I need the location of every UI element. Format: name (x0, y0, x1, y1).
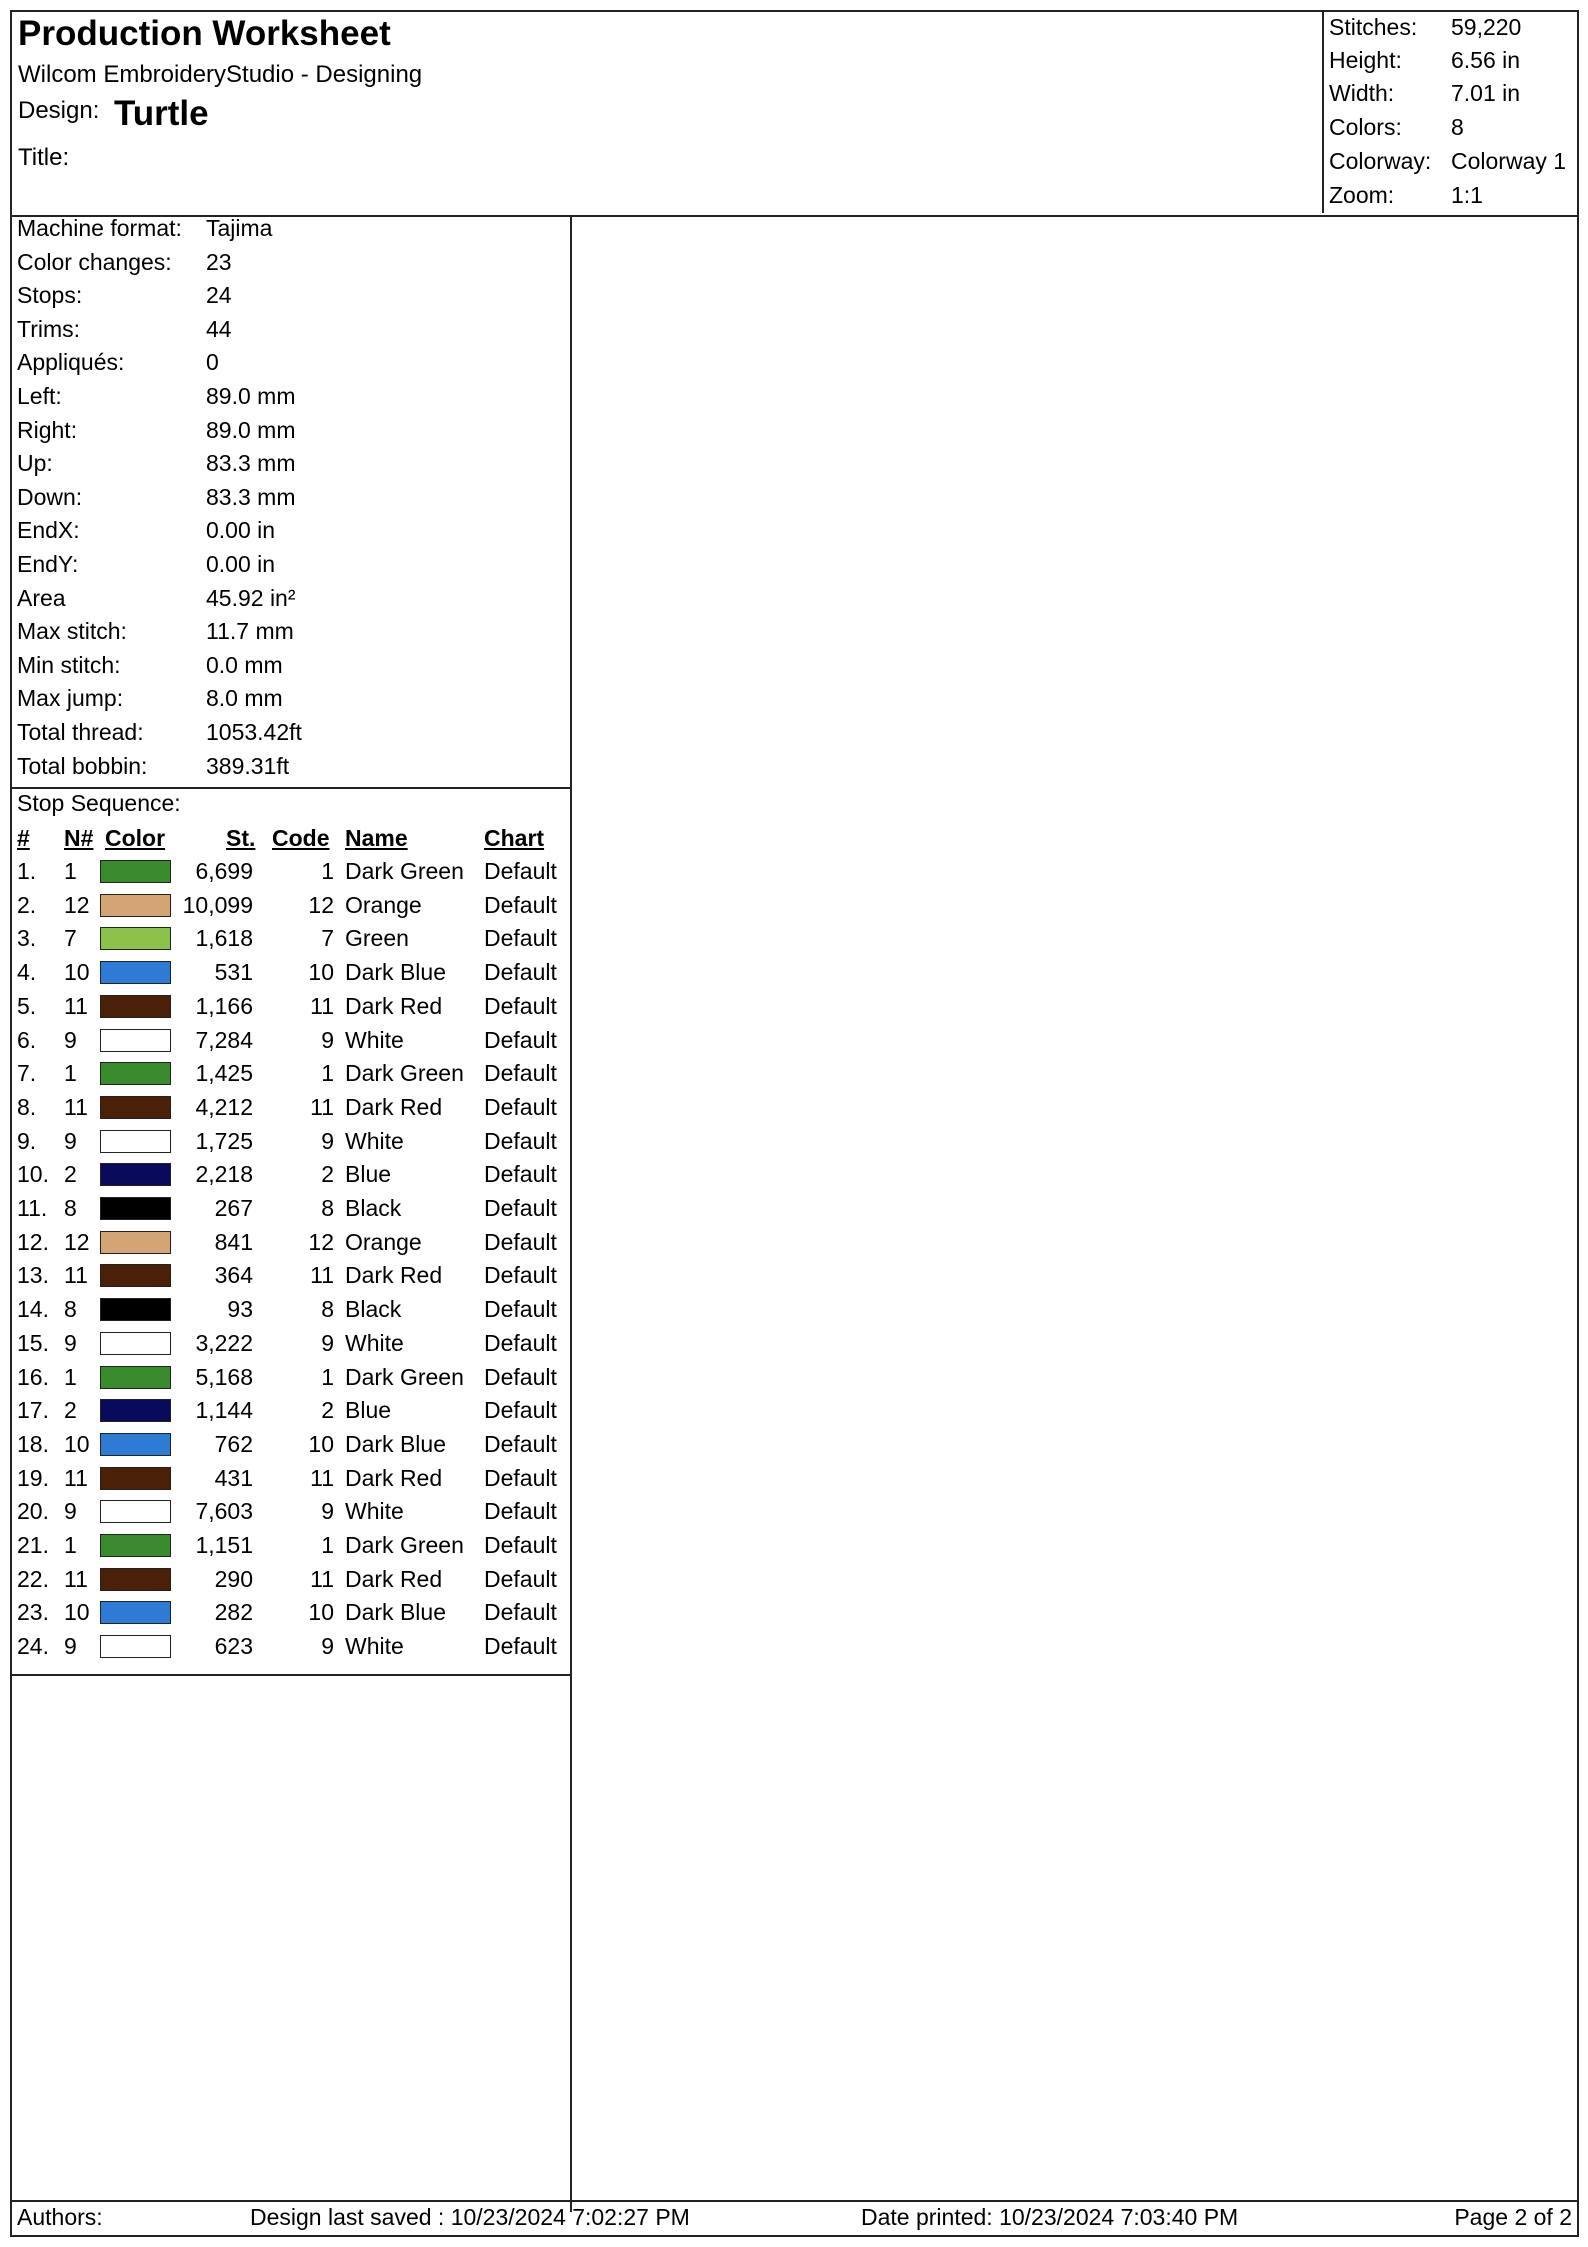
needle-number: 2 (64, 1161, 77, 1188)
info-value: 83.3 mm (206, 483, 296, 510)
column-header-stitches: St. (226, 825, 256, 851)
thread-code: 9 (321, 1127, 334, 1154)
thread-chart: Default (484, 959, 557, 986)
info-row (12, 450, 570, 484)
thread-code: 10 (308, 959, 334, 986)
info-label: EndY: (17, 551, 79, 577)
stat-label: Zoom: (1329, 182, 1395, 208)
stitch-count: 3,222 (195, 1329, 253, 1356)
stitch-count: 364 (214, 1262, 253, 1289)
stat-stitches (1324, 12, 1581, 46)
thread-name: White (345, 1026, 404, 1053)
color-swatch (100, 1568, 171, 1591)
info-row (12, 685, 570, 719)
design-name: Turtle (114, 94, 209, 133)
info-value: 11.7 mm (206, 618, 294, 645)
needle-number: 12 (64, 891, 90, 918)
thread-chart: Default (484, 1498, 557, 1525)
stat-label: Width: (1329, 80, 1395, 106)
stitch-count: 6,699 (195, 858, 253, 884)
thread-chart: Default (484, 1599, 557, 1626)
thread-name: Black (345, 1296, 402, 1323)
thread-name: Dark Green (345, 1363, 464, 1390)
thread-chart: Default (484, 1161, 557, 1188)
thread-chart: Default (484, 1397, 557, 1424)
info-row (12, 551, 570, 585)
thread-name: Dark Blue (345, 1599, 446, 1626)
thread-code: 1 (321, 1363, 334, 1390)
info-label: Machine format: (17, 215, 182, 241)
color-swatch (100, 1163, 171, 1186)
needle-number: 9 (64, 1633, 77, 1660)
color-swatch (100, 1197, 171, 1220)
worksheet-header (12, 12, 1577, 217)
stitch-count: 1,725 (195, 1127, 253, 1154)
color-swatch (100, 1635, 171, 1658)
row-index: 16. (17, 1363, 49, 1390)
thread-name: White (345, 1127, 404, 1154)
thread-code: 1 (321, 1532, 334, 1558)
color-swatch (100, 894, 171, 917)
table-row (12, 1465, 570, 1499)
needle-number: 7 (64, 925, 77, 952)
color-swatch (100, 927, 171, 950)
info-value: 24 (206, 282, 232, 309)
footer-last-saved: Design last saved : 10/23/2024 7:02:27 PM (250, 2204, 690, 2230)
color-swatch (100, 1062, 171, 1085)
stat-label: Colors: (1329, 114, 1402, 140)
stitch-count: 282 (214, 1599, 253, 1626)
table-row (12, 1330, 570, 1364)
page-title: Production Worksheet (18, 14, 391, 53)
stitch-count: 2,218 (195, 1161, 253, 1188)
thread-name: White (345, 1498, 404, 1525)
color-swatch (100, 1399, 171, 1422)
thread-code: 10 (308, 1430, 334, 1457)
thread-name: Dark Green (345, 1060, 464, 1087)
stitch-count: 7,284 (195, 1026, 253, 1053)
table-row (12, 1364, 570, 1398)
thread-name: Blue (345, 1397, 392, 1424)
row-index: 14. (17, 1296, 49, 1323)
thread-name: Dark Red (345, 992, 443, 1019)
info-value: 45.92 in² (206, 584, 296, 611)
thread-name: Dark Blue (345, 1430, 446, 1457)
info-label: Total thread: (17, 719, 144, 745)
info-label: Up: (17, 450, 53, 477)
needle-number: 12 (64, 1228, 90, 1255)
thread-name: Orange (345, 1228, 422, 1255)
thread-code: 1 (321, 1060, 334, 1087)
info-row (12, 484, 570, 518)
column-header-chart: Chart (484, 825, 545, 851)
needle-number: 1 (64, 1060, 77, 1087)
color-swatch (100, 1332, 171, 1355)
stitch-count: 762 (214, 1430, 253, 1457)
stitch-count: 7,603 (195, 1498, 253, 1525)
color-swatch (100, 995, 171, 1018)
row-index: 17. (17, 1397, 49, 1424)
color-swatch (100, 860, 171, 883)
info-row (12, 585, 570, 619)
thread-code: 2 (321, 1397, 334, 1424)
info-label: Color changes: (17, 248, 172, 275)
stitch-count: 1,151 (195, 1532, 253, 1558)
column-header-color: Color (105, 825, 166, 851)
table-row (12, 1599, 570, 1633)
worksheet-footer (12, 2200, 1577, 2235)
info-row (12, 652, 570, 686)
thread-chart: Default (484, 1363, 557, 1390)
color-swatch (100, 1130, 171, 1153)
empty-left-column (12, 1676, 572, 2212)
table-row (12, 1128, 570, 1162)
stat-width (1324, 78, 1581, 112)
info-label: Total bobbin: (17, 752, 148, 779)
thread-chart: Default (484, 1430, 557, 1457)
table-row (12, 892, 570, 926)
table-row (12, 1027, 570, 1061)
thread-chart: Default (484, 992, 557, 1019)
thread-name: Dark Blue (345, 959, 446, 986)
info-value: 44 (206, 315, 232, 342)
info-value: 89.0 mm (206, 416, 296, 443)
stat-label: Stitches: (1329, 14, 1418, 40)
thread-name: Dark Green (345, 858, 464, 884)
needle-number: 1 (64, 1532, 77, 1558)
info-value: 8.0 mm (206, 685, 283, 712)
thread-name: Dark Green (345, 1532, 464, 1558)
needle-number: 11 (64, 1093, 88, 1120)
stat-colorway (1324, 146, 1581, 180)
info-row (12, 417, 570, 451)
table-row (12, 858, 570, 892)
thread-code: 9 (321, 1026, 334, 1053)
thread-chart: Default (484, 1464, 557, 1491)
stitch-count: 1,618 (195, 925, 253, 952)
thread-code: 12 (308, 891, 334, 918)
thread-code: 1 (321, 858, 334, 884)
stat-label: Colorway: (1329, 148, 1432, 174)
info-row (12, 282, 570, 316)
thread-code: 11 (310, 1464, 334, 1491)
row-index: 15. (17, 1329, 49, 1356)
footer-authors: Authors: (17, 2204, 103, 2230)
stitch-count: 1,144 (195, 1397, 253, 1424)
row-index: 22. (17, 1565, 49, 1592)
row-index: 10. (17, 1161, 49, 1188)
color-swatch (100, 1231, 171, 1254)
table-row (12, 1397, 570, 1431)
table-row (12, 1296, 570, 1330)
needle-number: 9 (64, 1498, 77, 1525)
row-index: 12. (17, 1228, 49, 1255)
row-index: 8. (17, 1093, 37, 1120)
design-stats (1322, 12, 1581, 213)
info-value: 389.31ft (206, 752, 290, 779)
needle-number: 11 (64, 1565, 88, 1592)
info-value: 83.3 mm (206, 450, 296, 477)
color-swatch (100, 1366, 171, 1389)
stop-sequence-title: Stop Sequence: (17, 790, 181, 816)
row-index: 1. (17, 858, 37, 884)
thread-code: 11 (310, 1093, 334, 1120)
needle-number: 11 (64, 1262, 88, 1289)
stop-sequence-table (12, 789, 572, 1676)
stitch-count: 290 (214, 1565, 253, 1592)
info-label: Appliqués: (17, 349, 125, 376)
color-swatch (100, 1096, 171, 1119)
info-label: Down: (17, 483, 83, 510)
needle-number: 10 (64, 959, 90, 986)
info-label: Left: (17, 383, 62, 409)
row-index: 6. (17, 1026, 37, 1053)
row-index: 20. (17, 1498, 49, 1525)
table-row (12, 1195, 570, 1229)
info-value: Tajima (206, 215, 273, 241)
stitch-count: 4,212 (195, 1093, 253, 1120)
table-row (12, 1161, 570, 1195)
thread-chart: Default (484, 1093, 557, 1120)
row-index: 23. (17, 1599, 49, 1626)
row-index: 24. (17, 1633, 49, 1660)
title-label: Title: (18, 144, 70, 171)
info-value: 0 (206, 349, 219, 376)
stat-value: 8 (1451, 114, 1464, 140)
info-label: Trims: (17, 315, 81, 342)
row-index: 5. (17, 992, 37, 1019)
color-swatch (100, 1534, 171, 1557)
production-worksheet (10, 10, 1579, 2237)
info-value: 23 (206, 248, 232, 275)
stat-value: 6.56 in (1451, 47, 1521, 73)
stitch-count: 841 (214, 1228, 253, 1255)
table-row (12, 1566, 570, 1600)
info-label: Max stitch: (17, 618, 127, 645)
info-row (12, 517, 570, 551)
needle-number: 11 (64, 1464, 88, 1491)
stat-height (1324, 45, 1581, 79)
row-index: 19. (17, 1464, 49, 1491)
color-swatch (100, 1601, 171, 1624)
stitch-count: 1,166 (195, 992, 253, 1019)
column-header-code: Code (272, 825, 330, 851)
table-row (12, 1229, 570, 1263)
thread-chart: Default (484, 925, 557, 952)
stitch-count: 93 (227, 1296, 253, 1323)
design-label: Design: (18, 97, 100, 124)
info-value: 0.0 mm (206, 651, 283, 678)
row-index: 2. (17, 891, 37, 918)
thread-code: 9 (321, 1498, 334, 1525)
stitch-count: 267 (214, 1195, 253, 1221)
thread-chart: Default (484, 1127, 557, 1154)
color-swatch (100, 1433, 171, 1456)
design-preview-area (572, 215, 1579, 2212)
thread-code: 12 (308, 1228, 334, 1255)
stitch-count: 431 (214, 1464, 253, 1491)
column-header-index: # (17, 825, 30, 851)
thread-chart: Default (484, 1195, 557, 1221)
thread-code: 10 (308, 1599, 334, 1626)
thread-chart: Default (484, 1026, 557, 1053)
thread-chart: Default (484, 1228, 557, 1255)
color-swatch (100, 1029, 171, 1052)
info-row (12, 349, 570, 383)
thread-chart: Default (484, 1262, 557, 1289)
color-swatch (100, 961, 171, 984)
thread-name: Black (345, 1195, 402, 1221)
stitch-count: 623 (214, 1633, 253, 1660)
needle-number: 1 (64, 1363, 77, 1390)
info-row (12, 383, 570, 417)
info-label: Stops: (17, 282, 83, 309)
info-value: 0.00 in (206, 551, 276, 577)
thread-chart: Default (484, 1565, 557, 1592)
stat-value: 7.01 in (1451, 80, 1521, 106)
table-row (12, 993, 570, 1027)
stat-value: 1:1 (1451, 182, 1483, 208)
thread-name: White (345, 1633, 404, 1660)
thread-code: 7 (321, 925, 334, 952)
software-name: Wilcom EmbroideryStudio - Designing (18, 61, 423, 88)
info-value: 1053.42ft (206, 719, 302, 745)
stat-value: 59,220 (1451, 14, 1522, 40)
info-label: Area (17, 584, 66, 611)
thread-name: Blue (345, 1161, 392, 1188)
table-row (12, 925, 570, 959)
needle-number: 11 (64, 992, 88, 1019)
info-row (12, 316, 570, 350)
row-index: 9. (17, 1127, 37, 1154)
thread-chart: Default (484, 1329, 557, 1356)
footer-date-printed: Date printed: 10/23/2024 7:03:40 PM (861, 2204, 1239, 2230)
info-label: EndX: (17, 517, 80, 544)
thread-name: Green (345, 925, 409, 952)
machine-info-panel (12, 215, 572, 789)
info-row (12, 249, 570, 283)
info-label: Right: (17, 416, 78, 443)
needle-number: 9 (64, 1026, 77, 1053)
color-swatch (100, 1264, 171, 1287)
thread-name: White (345, 1329, 404, 1356)
color-swatch (100, 1298, 171, 1321)
footer-page-number: Page 2 of 2 (1454, 2204, 1572, 2230)
info-row (12, 753, 570, 787)
thread-chart: Default (484, 1296, 557, 1323)
table-row (12, 1431, 570, 1465)
info-row (12, 215, 570, 249)
row-index: 21. (17, 1532, 49, 1558)
row-index: 4. (17, 959, 37, 986)
thread-chart: Default (484, 1060, 557, 1087)
stat-value: Colorway 1 (1451, 148, 1567, 174)
needle-number: 1 (64, 858, 77, 884)
thread-name: Orange (345, 891, 422, 918)
table-row (12, 959, 570, 993)
table-row (12, 1060, 570, 1094)
info-value: 89.0 mm (206, 383, 296, 409)
row-index: 18. (17, 1430, 49, 1457)
color-swatch (100, 1467, 171, 1490)
stat-colors (1324, 112, 1581, 146)
row-index: 11. (17, 1195, 48, 1221)
stitch-count: 5,168 (195, 1363, 253, 1390)
info-value: 0.00 in (206, 517, 276, 544)
needle-number: 8 (64, 1195, 77, 1221)
table-row (12, 1498, 570, 1532)
thread-name: Dark Red (345, 1093, 443, 1120)
color-swatch (100, 1500, 171, 1523)
thread-code: 11 (310, 992, 334, 1019)
thread-code: 8 (321, 1296, 334, 1323)
thread-chart: Default (484, 858, 557, 884)
stat-label: Height: (1329, 47, 1402, 73)
thread-code: 9 (321, 1329, 334, 1356)
info-label: Min stitch: (17, 651, 121, 678)
thread-code: 11 (310, 1262, 334, 1289)
stitch-count: 1,425 (195, 1060, 253, 1087)
stitch-count: 10,099 (182, 891, 253, 918)
stitch-count: 531 (214, 959, 253, 986)
thread-chart: Default (484, 1532, 557, 1558)
row-index: 13. (17, 1262, 49, 1289)
column-header-needle: N# (64, 825, 94, 851)
needle-number: 10 (64, 1430, 90, 1457)
needle-number: 10 (64, 1599, 90, 1626)
needle-number: 9 (64, 1329, 77, 1356)
needle-number: 2 (64, 1397, 77, 1424)
row-index: 7. (17, 1060, 37, 1087)
thread-code: 8 (321, 1195, 334, 1221)
thread-code: 2 (321, 1161, 334, 1188)
table-row (12, 1532, 570, 1566)
row-index: 3. (17, 925, 37, 952)
info-row (12, 618, 570, 652)
thread-chart: Default (484, 1633, 557, 1660)
table-row (12, 1094, 570, 1128)
table-row (12, 1262, 570, 1296)
table-row (12, 1633, 570, 1667)
needle-number: 9 (64, 1127, 77, 1154)
thread-code: 9 (321, 1633, 334, 1660)
thread-code: 11 (310, 1565, 334, 1592)
thread-name: Dark Red (345, 1464, 443, 1491)
info-row (12, 719, 570, 753)
stat-zoom (1324, 180, 1581, 214)
column-header-name: Name (345, 825, 408, 851)
needle-number: 8 (64, 1296, 77, 1323)
thread-name: Dark Red (345, 1262, 443, 1289)
thread-name: Dark Red (345, 1565, 443, 1592)
info-label: Max jump: (17, 685, 124, 712)
thread-chart: Default (484, 891, 557, 918)
